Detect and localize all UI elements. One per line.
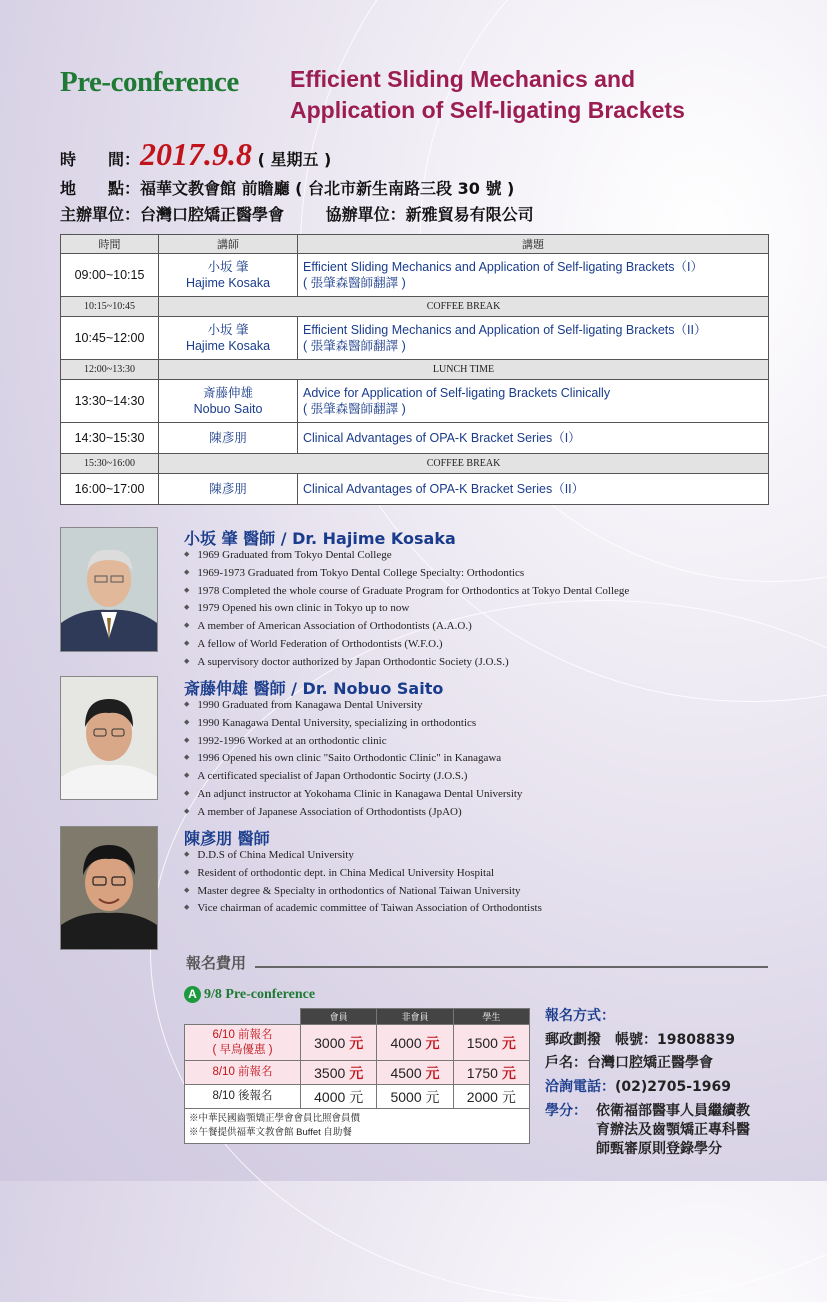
registration-method-label: 報名方式：	[545, 1008, 615, 1024]
break-row	[61, 360, 769, 380]
bio-item: ◆ 1990 Graduated from Kanagawa Dental University	[184, 696, 522, 714]
topic-title: Advice for Application of Self-ligating Brackets Clinically	[303, 386, 611, 400]
title-line-2: Application of Self-ligating Brackets	[290, 97, 685, 123]
bio-item: ◆ 1979 Opened his own clinic in Tokyo up to now	[184, 599, 629, 617]
translation-note: ( 張肇森醫師翻譯 )	[303, 402, 406, 416]
break-row	[61, 454, 769, 474]
schedule-table	[60, 234, 769, 505]
session-topic	[298, 254, 769, 297]
session-time: 16:00~17:00	[61, 474, 159, 505]
session-speaker	[159, 254, 298, 297]
column-header-topic: 講題	[298, 235, 769, 254]
table-row	[61, 474, 769, 505]
speaker-name: 陳彥朋 醫師	[184, 829, 270, 848]
fee-value	[377, 1061, 453, 1085]
fee-note-cell	[185, 1109, 530, 1144]
fee-table	[184, 1008, 530, 1144]
fee-value	[301, 1025, 377, 1061]
session-topic	[298, 317, 769, 360]
credit-label: 學分：	[545, 1103, 587, 1119]
place-value: 福華文教會館 前瞻廳 ( 台北市新生南路三段 30 號 )	[140, 179, 515, 198]
fee-amount: 3000	[314, 1034, 346, 1051]
topic-title: Efficient Sliding Mechanics and Application of Self-ligating Brackets（II）	[303, 323, 707, 337]
speaker-photo-kosaka	[60, 527, 158, 652]
session-topic	[298, 380, 769, 423]
event-weekday: ( 星期五 )	[257, 150, 332, 169]
fee-amount: 5000	[390, 1088, 422, 1105]
speaker-photo-chen	[60, 826, 158, 950]
session-topic: Clinical Advantages of OPA-K Bracket Series（I）	[298, 423, 769, 454]
fee-value	[453, 1061, 529, 1085]
speaker-name: 斎藤伸雄 醫師 / Dr. Nobuo Saito	[184, 679, 444, 698]
fee-amount: 4000	[390, 1034, 422, 1051]
currency: 元	[349, 1064, 364, 1081]
session-time: 10:45~12:00	[61, 317, 159, 360]
bio-item: ◆ 1996 Opened his own clinic "Saito Orthodontic Clinic" in Kanagawa	[184, 749, 522, 767]
place-label: 地 點：	[60, 179, 141, 198]
credit-line: 依衛福部醫事人員繼續教	[596, 1103, 750, 1119]
session-speaker	[159, 380, 298, 423]
bio-item: ◆ 1978 Completed the whole course of Graduate Program for Orthodontics at Tokyo Dental College	[184, 582, 629, 600]
speaker-name-zh: 小坂 肇	[207, 323, 249, 337]
currency: 元	[425, 1034, 440, 1051]
fee-amount: 4000	[314, 1088, 346, 1105]
divider	[255, 966, 768, 968]
speaker-bio	[184, 546, 629, 671]
speaker-name-en: Hajime Kosaka	[185, 276, 271, 290]
time-row	[60, 136, 331, 173]
session-topic: Clinical Advantages of OPA-K Bracket Series（II）	[298, 474, 769, 505]
translation-note: ( 張肇森醫師翻譯 )	[303, 276, 406, 290]
bio-item: ◆ A certificated specialist of Japan Orthodontic Socirty (J.O.S.)	[184, 767, 522, 785]
phone-number: (02)2705-1969	[615, 1079, 732, 1095]
fee-row	[185, 1061, 530, 1085]
bio-item: ◆ 1992-1996 Worked at an orthodontic clinic	[184, 732, 522, 750]
table-row	[61, 254, 769, 297]
fee-amount: 3500	[314, 1064, 346, 1081]
speaker-bio	[184, 696, 522, 821]
bio-item: ◆ Vice chairman of academic committee of Taiwan Association of Orthodontists	[184, 899, 542, 917]
fee-value	[453, 1025, 529, 1061]
speaker-name-zh: 小坂 肇	[207, 260, 249, 274]
fee-period-note: ( 早鳥優惠 )	[212, 1043, 273, 1056]
time-label: 時 間：	[60, 150, 141, 169]
fee-row	[185, 1085, 530, 1109]
session-time: 09:00~10:15	[61, 254, 159, 297]
break-label: LUNCH TIME	[159, 360, 769, 380]
speaker-name-en: Hajime Kosaka	[185, 339, 271, 353]
table-row	[61, 317, 769, 360]
session-time: 14:30~15:30	[61, 423, 159, 454]
account-name: 戶名：台灣口腔矯正醫學會	[545, 1055, 713, 1071]
fee-value	[377, 1085, 453, 1109]
badge-a-icon: A	[184, 986, 201, 1003]
session-speaker: 陳彥朋	[159, 474, 298, 505]
speaker-name: 小坂 肇 醫師 / Dr. Hajime Kosaka	[184, 529, 456, 548]
table-row	[61, 380, 769, 423]
speaker-bio	[184, 846, 542, 917]
break-label: COFFEE BREAK	[159, 297, 769, 317]
speaker-name-zh: 斎藤伸雄	[202, 386, 253, 400]
bio-item: ◆ A fellow of World Federation of Orthodontists (W.F.O.)	[184, 635, 629, 653]
fee-header-member: 會員	[301, 1009, 377, 1025]
fee-header-student: 學生	[453, 1009, 529, 1025]
currency: 元	[425, 1088, 440, 1105]
speaker-photo-saito	[60, 676, 158, 800]
event-date: 2017.9.8	[140, 136, 253, 172]
postal-account: 郵政劃撥 帳號：19808839	[545, 1032, 735, 1048]
fee-header-nonmember: 非會員	[377, 1009, 453, 1025]
fee-note: ※中華民國齒顎矯正學會會員比照會員價	[189, 1113, 361, 1124]
page-title	[290, 64, 685, 126]
fee-value	[377, 1025, 453, 1061]
break-time: 15:30~16:00	[61, 454, 159, 474]
bio-item: ◆ Resident of orthodontic dept. in China Medical University Hospital	[184, 864, 542, 882]
fee-subtitle-text: 9/8 Pre-conference	[204, 987, 316, 1002]
co-value: 新雅貿易有限公司	[405, 205, 534, 224]
table-row	[61, 423, 769, 454]
speaker-name-en: Nobuo Saito	[193, 402, 263, 416]
session-time: 13:30~14:30	[61, 380, 159, 423]
bio-item: ◆ 1990 Kanagawa Dental University, specializing in orthodontics	[184, 714, 522, 732]
fee-amount: 1500	[466, 1034, 498, 1051]
bio-item: ◆ 1969-1973 Graduated from Tokyo Dental College Specialty: Orthodontics	[184, 564, 629, 582]
fee-note: ※午餐提供福華文教會館 Buffet 自助餐	[189, 1127, 352, 1138]
fee-row-label: 8/10 前報名	[185, 1061, 301, 1085]
bio-item: ◆ A member of American Association of Orthodontists (A.A.O.)	[184, 617, 629, 635]
fee-amount: 4500	[390, 1064, 422, 1081]
phone-label: 洽詢電話：	[545, 1079, 615, 1095]
topic-title: Efficient Sliding Mechanics and Application of Self-ligating Brackets（I）	[303, 260, 703, 274]
bio-item: ◆ An adjunct instructor at Yokohama Clinic in Kanagawa Dental University	[184, 785, 522, 803]
fee-period: 6/10 前報名	[212, 1028, 273, 1041]
phone-row	[545, 1076, 731, 1096]
fee-value	[301, 1061, 377, 1085]
session-speaker: 陳彥朋	[159, 423, 298, 454]
bio-item: ◆ D.D.S of China Medical University	[184, 846, 542, 864]
fee-amount: 1750	[466, 1064, 498, 1081]
break-time: 10:15~10:45	[61, 297, 159, 317]
organizer-row	[60, 202, 534, 225]
pre-conference-label: Pre-conference	[60, 66, 239, 98]
fee-notes	[185, 1109, 530, 1144]
currency: 元	[501, 1088, 516, 1105]
break-time: 12:00~13:30	[61, 360, 159, 380]
fee-section-title: 報名費用	[186, 954, 247, 972]
fee-subtitle	[184, 986, 315, 1003]
credit-line: 師甄審原則登錄學分	[596, 1141, 722, 1157]
fee-value	[453, 1085, 529, 1109]
fee-row-label: 8/10 後報名	[185, 1085, 301, 1109]
break-label: COFFEE BREAK	[159, 454, 769, 474]
place-row	[60, 176, 514, 199]
title-line-1: Efficient Sliding Mechanics and	[290, 66, 636, 92]
host-value: 台灣口腔矯正醫學會	[140, 205, 285, 224]
break-row	[61, 297, 769, 317]
bio-item: ◆ Master degree & Specialty in orthodontics of National Taiwan University	[184, 882, 542, 900]
bio-item: ◆ 1969 Graduated from Tokyo Dental College	[184, 546, 629, 564]
fee-corner	[185, 1009, 301, 1025]
currency: 元	[501, 1034, 516, 1051]
currency: 元	[349, 1034, 364, 1051]
session-speaker	[159, 317, 298, 360]
fee-value	[301, 1085, 377, 1109]
currency: 元	[425, 1064, 440, 1081]
column-header-time: 時間	[61, 235, 159, 254]
column-header-speaker: 講師	[159, 235, 298, 254]
currency: 元	[501, 1064, 516, 1081]
translation-note: ( 張肇森醫師翻譯 )	[303, 339, 406, 353]
fee-row	[185, 1025, 530, 1061]
fee-amount: 2000	[466, 1088, 498, 1105]
bio-item: ◆ A member of Japanese Association of Orthodontists (JpAO)	[184, 803, 522, 821]
bio-item: ◆ A supervisory doctor authorized by Japan Orthodontic Society (J.O.S.)	[184, 653, 629, 671]
currency: 元	[349, 1088, 364, 1105]
co-label: 協辦單位：	[325, 205, 406, 224]
fee-row-label	[185, 1025, 301, 1061]
credit-line: 育辦法及齒顎矯正專科醫	[596, 1122, 750, 1138]
host-label: 主辦單位：	[60, 205, 141, 224]
